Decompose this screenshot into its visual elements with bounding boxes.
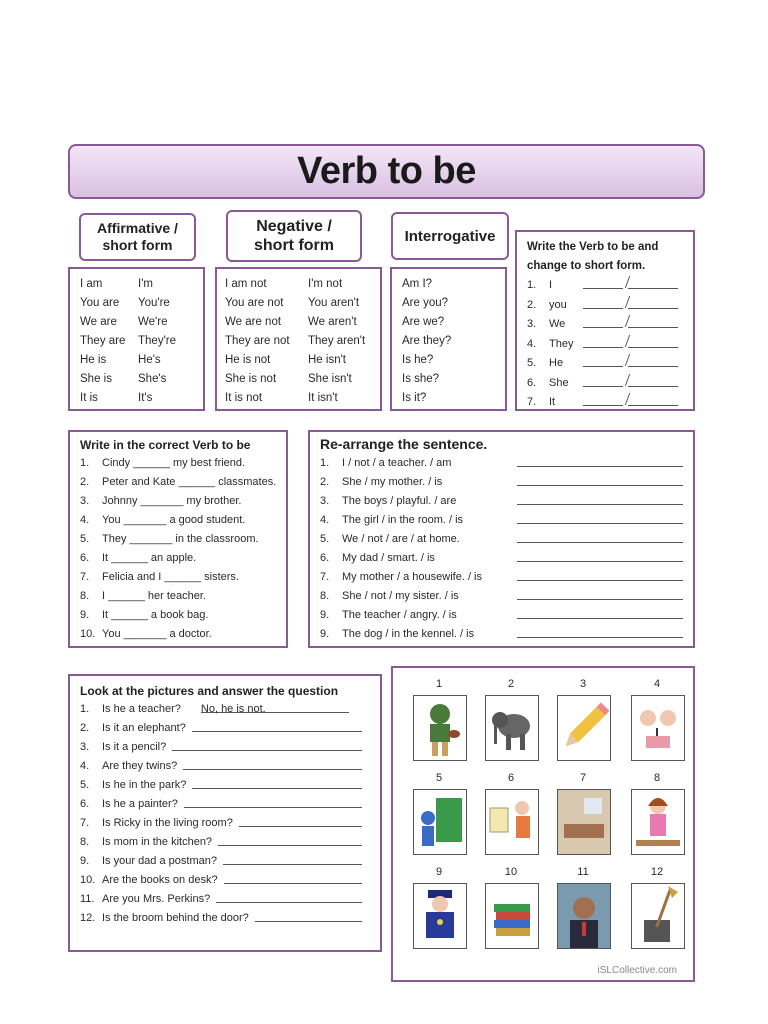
- rearrange-item: [320, 606, 683, 625]
- rearrange-item: [320, 549, 683, 568]
- item-words: My mother / a housewife. / is: [342, 571, 482, 583]
- picture-number: 10: [504, 866, 518, 878]
- picture-question-item: [80, 700, 370, 719]
- answer-line[interactable]: [216, 890, 362, 903]
- item-number: 6.: [80, 552, 90, 564]
- item-sentence: Felicia and I ______ sisters.: [102, 571, 239, 583]
- answer-blank[interactable]: [583, 354, 623, 367]
- pictures-task-title: Look at the pictures and answer the question: [80, 684, 339, 698]
- elephant-icon: [485, 695, 539, 761]
- item-number: 7.: [527, 396, 537, 408]
- picture-question-item: [80, 719, 370, 738]
- picture-cell: [557, 678, 611, 761]
- answer-line[interactable]: [224, 871, 362, 884]
- item-sentence: Peter and Kate ______ classmates.: [102, 476, 277, 488]
- picture-cell: [485, 772, 539, 855]
- interrogative-row: Are they?: [402, 335, 452, 347]
- item-number: 3.: [527, 318, 537, 330]
- item-words: The dog / in the kennel. / is: [342, 628, 475, 640]
- item-pronoun: you: [549, 298, 567, 311]
- affirmative-full: We are: [80, 316, 117, 328]
- item-number: 1.: [320, 457, 330, 469]
- short-answer-blank[interactable]: [628, 296, 678, 309]
- item-words: My dad / smart. / is: [342, 552, 435, 564]
- item-number: 4.: [527, 337, 537, 350]
- picture-cell: [413, 772, 467, 855]
- item-number: 6.: [527, 376, 537, 389]
- item-number: 3.: [320, 495, 330, 507]
- item-number: 9.: [320, 628, 330, 640]
- item-number: 4.: [80, 514, 90, 526]
- picture-number: 3: [579, 678, 587, 690]
- pictures-question-task: [68, 674, 382, 952]
- affirmative-row: [80, 275, 193, 294]
- affirmative-row: [80, 351, 193, 370]
- negative-full: It is not: [225, 392, 263, 404]
- item-sentence: It ______ an apple.: [102, 552, 197, 564]
- item-number: 8.: [320, 590, 330, 602]
- negative-full: They are not: [225, 335, 290, 347]
- item-pronoun: They: [549, 337, 574, 350]
- picture-question-item: [80, 909, 370, 928]
- short-answer-blank[interactable]: [628, 335, 678, 348]
- rearrange-item: [320, 530, 683, 549]
- answer-blank[interactable]: [583, 315, 623, 328]
- affirmative-short: He's: [138, 354, 161, 366]
- item-number: 8.: [80, 590, 90, 602]
- picture-cell: [631, 678, 685, 761]
- books-icon: [485, 883, 539, 949]
- interrogative-row: Is she?: [402, 373, 440, 385]
- answer-line[interactable]: [223, 852, 362, 865]
- item-question: Are you Mrs. Perkins?: [102, 893, 211, 905]
- item-question: Is Ricky in the living room?: [102, 817, 233, 829]
- picture-number: 5: [435, 772, 443, 784]
- item-sentence: Johnny _______ my brother.: [102, 495, 242, 507]
- negative-short: I'm not: [308, 278, 343, 290]
- teacher-board-icon: [413, 789, 467, 855]
- rearrange-item: [320, 454, 683, 473]
- item-number: 3.: [80, 741, 90, 753]
- correct-verb-item: [80, 473, 276, 492]
- picture-cell: [631, 772, 685, 855]
- item-number: 1.: [80, 457, 90, 469]
- negative-full: She is not: [225, 373, 277, 385]
- picture-question-item: [80, 890, 370, 909]
- affirmative-table: [68, 267, 205, 411]
- woman-kitchen-icon: [631, 789, 685, 855]
- picture-cell: [413, 866, 467, 949]
- worksheet-title: Verb to be: [297, 150, 476, 192]
- interrogative-row: Are we?: [402, 316, 445, 328]
- affirmative-full: He is: [80, 354, 107, 366]
- item-number: 5.: [80, 779, 90, 791]
- rearrange-task: [308, 430, 695, 648]
- police-officer-icon: [413, 883, 467, 949]
- picture-number: 9: [435, 866, 443, 878]
- item-question: Are the books on desk?: [102, 874, 218, 886]
- picture-number: 6: [507, 772, 515, 784]
- answer-line[interactable]: [239, 814, 362, 827]
- item-question: Is he a teacher?: [102, 703, 181, 715]
- answer-blank[interactable]: [583, 296, 623, 309]
- affirmative-short: You're: [138, 297, 170, 309]
- picture-question-item: [80, 852, 370, 871]
- item-number: 3.: [80, 495, 90, 507]
- item-number: 7.: [320, 571, 330, 583]
- watermark: iSLCollective.com: [597, 965, 677, 976]
- short-form-item: [527, 315, 683, 335]
- answer-line[interactable]: [517, 492, 683, 505]
- negative-full: You are not: [225, 297, 284, 309]
- affirmative-full: You are: [80, 297, 120, 309]
- short-form-task: [515, 230, 695, 411]
- picture-number: 11: [577, 866, 589, 878]
- item-pronoun: I: [549, 279, 553, 291]
- negative-full: I am not: [225, 278, 267, 290]
- answer-line[interactable]: [517, 511, 683, 524]
- picture-question-item: [80, 795, 370, 814]
- affirmative-full: They are: [80, 335, 126, 347]
- correct-verb-item: [80, 606, 276, 625]
- correct-verb-title: Write in the correct Verb to be: [80, 438, 251, 452]
- worksheet-title-banner: [68, 144, 705, 199]
- negative-row: [225, 389, 372, 408]
- painter-icon: [485, 789, 539, 855]
- picture-number: 8: [653, 772, 661, 784]
- short-answer-blank[interactable]: [628, 374, 678, 387]
- answer-line[interactable]: [218, 833, 362, 846]
- item-words: The girl / in the room. / is: [342, 514, 464, 526]
- negative-full: He is not: [225, 354, 271, 366]
- man-portrait-icon: [557, 883, 611, 949]
- short-form-item: [527, 354, 683, 374]
- rearrange-item: [320, 625, 683, 644]
- item-sentence: It ______ a book bag.: [102, 609, 209, 621]
- picture-number: 12: [650, 866, 664, 878]
- answer-line[interactable]: [517, 587, 683, 600]
- item-words: The teacher / angry. / is: [342, 609, 457, 621]
- item-number: 10.: [80, 628, 96, 640]
- negative-short: You aren't: [308, 297, 360, 309]
- item-number: 2.: [80, 722, 90, 734]
- twins-cake-icon: [631, 695, 685, 761]
- picture-number: 4: [653, 678, 661, 690]
- short-answer-blank[interactable]: [628, 393, 678, 406]
- negative-full: We are not: [225, 316, 282, 328]
- answer-line[interactable]: [183, 757, 362, 770]
- negative-short: We aren't: [308, 316, 357, 328]
- picture-cell: [631, 866, 685, 949]
- item-number: 9.: [320, 609, 330, 621]
- football-player-icon: [413, 695, 467, 761]
- picture-question-item: [80, 757, 370, 776]
- picture-number: 7: [579, 772, 587, 784]
- affirmative-row: [80, 313, 193, 332]
- affirmative-full: I am: [80, 278, 103, 290]
- picture-question-item: [80, 814, 370, 833]
- negative-short: She isn't: [308, 373, 352, 385]
- picture-question-item: [80, 833, 370, 852]
- interrogative-row: Is he?: [402, 354, 434, 366]
- negative-short: They aren't: [308, 335, 366, 347]
- interrogative-row: Is it?: [402, 392, 427, 404]
- item-number: 4.: [320, 514, 330, 526]
- item-number: 9.: [80, 855, 90, 867]
- correct-verb-item: [80, 530, 276, 549]
- negative-row: [225, 351, 372, 370]
- rearrange-item: [320, 568, 683, 587]
- short-answer-blank[interactable]: [628, 354, 678, 367]
- item-number: 6.: [80, 798, 90, 810]
- item-question: Is he a painter?: [102, 798, 178, 810]
- short-form-item: [527, 276, 683, 296]
- item-question: Is mom in the kitchen?: [102, 836, 213, 848]
- item-question: Is it an elephant?: [102, 722, 186, 734]
- item-number: 2.: [320, 476, 330, 488]
- answer-line[interactable]: [192, 719, 362, 732]
- answer-line[interactable]: [517, 625, 683, 638]
- item-number: 5.: [80, 533, 90, 545]
- affirmative-short: They're: [138, 335, 176, 347]
- affirmative-row: [80, 370, 193, 389]
- correct-verb-item: [80, 511, 276, 530]
- item-pronoun: We: [549, 318, 566, 330]
- item-number: 8.: [80, 836, 90, 848]
- item-number: 6.: [320, 552, 330, 564]
- correct-verb-item: [80, 454, 276, 473]
- answer-blank[interactable]: [583, 335, 623, 348]
- item-question: Is the broom behind the door?: [102, 912, 249, 924]
- picture-cell: [557, 772, 611, 855]
- interrogative-row: Are you?: [402, 297, 449, 309]
- correct-verb-item: [80, 587, 276, 606]
- item-words: We / not / are / at home.: [342, 533, 460, 545]
- picture-cell: [485, 678, 539, 761]
- affirmative-full: She is: [80, 373, 112, 385]
- item-number: 7.: [80, 571, 90, 583]
- item-words: The boys / playful. / are: [342, 495, 457, 507]
- short-form-item: [527, 393, 683, 413]
- correct-verb-item: [80, 568, 276, 587]
- item-words: I / not / a teacher. / am: [342, 457, 452, 469]
- living-room-icon: [557, 789, 611, 855]
- affirmative-full: It is: [80, 392, 98, 404]
- item-sentence: I ______ her teacher.: [102, 590, 206, 602]
- item-sentence: You _______ a doctor.: [102, 628, 212, 640]
- negative-short: It isn't: [308, 392, 338, 404]
- answer-line[interactable]: [517, 454, 683, 467]
- pencil-icon: [557, 695, 611, 761]
- item-number: 12.: [80, 912, 96, 924]
- affirmative-row: [80, 332, 193, 351]
- item-question: Is he in the park?: [102, 779, 187, 791]
- negative-row: [225, 332, 372, 351]
- negative-row: [225, 370, 372, 389]
- item-question: Is your dad a postman?: [102, 855, 217, 867]
- item-number: 9.: [80, 609, 90, 621]
- answer-blank[interactable]: [583, 393, 623, 406]
- correct-verb-task: [68, 430, 288, 648]
- answer-line[interactable]: [517, 568, 683, 581]
- affirmative-short: It's: [138, 392, 153, 404]
- negative-row: [225, 275, 372, 294]
- item-question: Is it a pencil?: [102, 741, 167, 753]
- rearrange-item: [320, 492, 683, 511]
- item-pronoun: She: [549, 376, 569, 389]
- picture-cell: [485, 866, 539, 949]
- broom-bucket-icon: [631, 883, 685, 949]
- short-answer-blank[interactable]: [628, 276, 678, 289]
- picture-grid: [391, 666, 695, 982]
- negative-row: [225, 294, 372, 313]
- item-pronoun: He: [549, 357, 564, 369]
- negative-header: Negative / short form: [226, 210, 362, 262]
- affirmative-row: [80, 389, 193, 408]
- short-form-task-title: Write the Verb to be and change to short form.: [527, 241, 659, 272]
- negative-short: He isn't: [308, 354, 346, 366]
- answer-blank[interactable]: [583, 374, 623, 387]
- answer-line[interactable]: [517, 549, 683, 562]
- affirmative-short: We're: [138, 316, 168, 328]
- item-sentence: Cindy ______ my best friend.: [102, 457, 246, 469]
- item-number: 5.: [527, 357, 537, 369]
- interrogative-table: [390, 267, 507, 411]
- item-words: She / my mother. / is: [342, 476, 443, 488]
- rearrange-item: [320, 473, 683, 492]
- short-answer-blank[interactable]: [628, 315, 678, 328]
- item-question: Are they twins?: [102, 760, 178, 772]
- negative-table: [215, 267, 382, 411]
- answer-line[interactable]: [184, 795, 362, 808]
- answer-line[interactable]: [517, 473, 683, 486]
- affirmative-header: Affirmative / short form: [79, 213, 196, 261]
- item-number: 5.: [320, 533, 330, 545]
- example-answer: No, he is not.: [201, 700, 349, 713]
- picture-question-item: [80, 738, 370, 757]
- item-sentence: You _______ a good student.: [102, 514, 246, 526]
- short-form-item: [527, 335, 683, 355]
- short-form-item: [527, 374, 683, 394]
- answer-blank[interactable]: [583, 276, 623, 289]
- item-words: She / not / my sister. / is: [342, 590, 459, 602]
- picture-question-item: [80, 776, 370, 795]
- picture-cell: [557, 866, 611, 949]
- picture-question-item: [80, 871, 370, 890]
- item-number: 2.: [80, 476, 90, 488]
- picture-number: 1: [435, 678, 443, 690]
- picture-cell: [413, 678, 467, 761]
- affirmative-row: [80, 294, 193, 313]
- answer-line[interactable]: [517, 530, 683, 543]
- answer-line[interactable]: [255, 909, 362, 922]
- rearrange-item: [320, 587, 683, 606]
- answer-line[interactable]: [172, 738, 362, 751]
- negative-row: [225, 313, 372, 332]
- correct-verb-item: [80, 492, 276, 511]
- item-number: 1.: [80, 703, 90, 715]
- item-number: 4.: [80, 760, 90, 772]
- item-number: 2.: [527, 298, 537, 311]
- interrogative-header: Interrogative: [391, 212, 509, 260]
- short-form-item: [527, 296, 683, 316]
- rearrange-title: Re-arrange the sentence.: [320, 436, 488, 452]
- correct-verb-item: [80, 625, 276, 644]
- item-sentence: They _______ in the classroom.: [102, 533, 259, 545]
- item-number: 11.: [80, 893, 95, 905]
- correct-verb-item: [80, 549, 276, 568]
- rearrange-item: [320, 511, 683, 530]
- affirmative-short: She's: [138, 373, 167, 385]
- item-number: 10.: [80, 874, 96, 886]
- answer-line[interactable]: [192, 776, 362, 789]
- item-number: 1.: [527, 279, 537, 291]
- affirmative-short: I'm: [138, 278, 153, 290]
- picture-number: 2: [507, 678, 515, 690]
- item-pronoun: It: [549, 396, 556, 408]
- interrogative-row: Am I?: [402, 278, 433, 290]
- item-number: 7.: [80, 817, 90, 829]
- answer-line[interactable]: [517, 606, 683, 619]
